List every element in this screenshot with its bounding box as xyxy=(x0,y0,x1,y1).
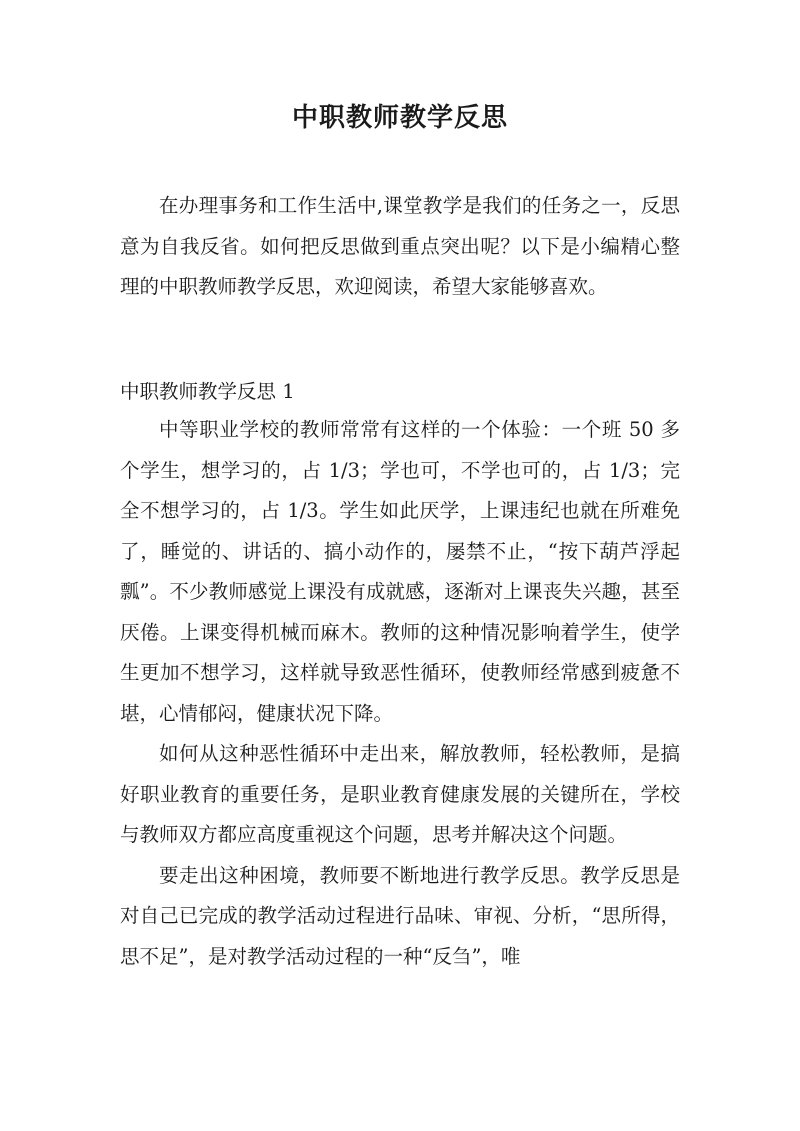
article-body xyxy=(120,410,680,977)
body-paragraph: 要走出这种困境，教师要不断地进行教学反思。教学反思是对自己已完成的教学活动过程进行品味、审视、分析，“思所得，思不足”，是对教学活动过程的一种“反刍”，唯 xyxy=(120,863,680,968)
intro-block xyxy=(120,186,680,308)
body-paragraph: 如何从这种恶性循环中走出来，解放教师，轻松教师，是搞好职业教育的重要任务，是职业教育健康发展的关键所在，学校与教师双方都应高度重视这个问题，思考并解决这个问题。 xyxy=(120,742,680,846)
body-paragraph: 中等职业学校的教师常常有这样的一个体验：一个班 50 多个学生，想学习的，占 1/3；学也可，不学也可的，占 1/3；完全不想学习的，占 1/3。学生如此厌学，上课违纪也就在所难免了，睡觉的、讲话的、搞小动作的，屡禁不止，“按下葫芦浮起瓢”。不少教师感觉上课没有成就感，逐渐对上课丧失兴趣，甚至厌倦。上课变得机械而麻木。教师的这种情况影响着学生，使学生更加不想学习，这样就导致恶性循环，使教师经常感到疲惫不堪，心情郁闷，健康状况下降。 xyxy=(120,418,680,725)
intro-paragraph: 在办理事务和工作生活中,课堂教学是我们的任务之一，反思意为自我反省。如何把反思做到重点突出呢？以下是小编精心整理的中职教师教学反思，欢迎阅读，希望大家能够喜欢。 xyxy=(120,194,680,298)
section-heading: 中职教师教学反思 1 xyxy=(120,380,295,403)
document-title: 中职教师教学反思 xyxy=(291,103,508,133)
